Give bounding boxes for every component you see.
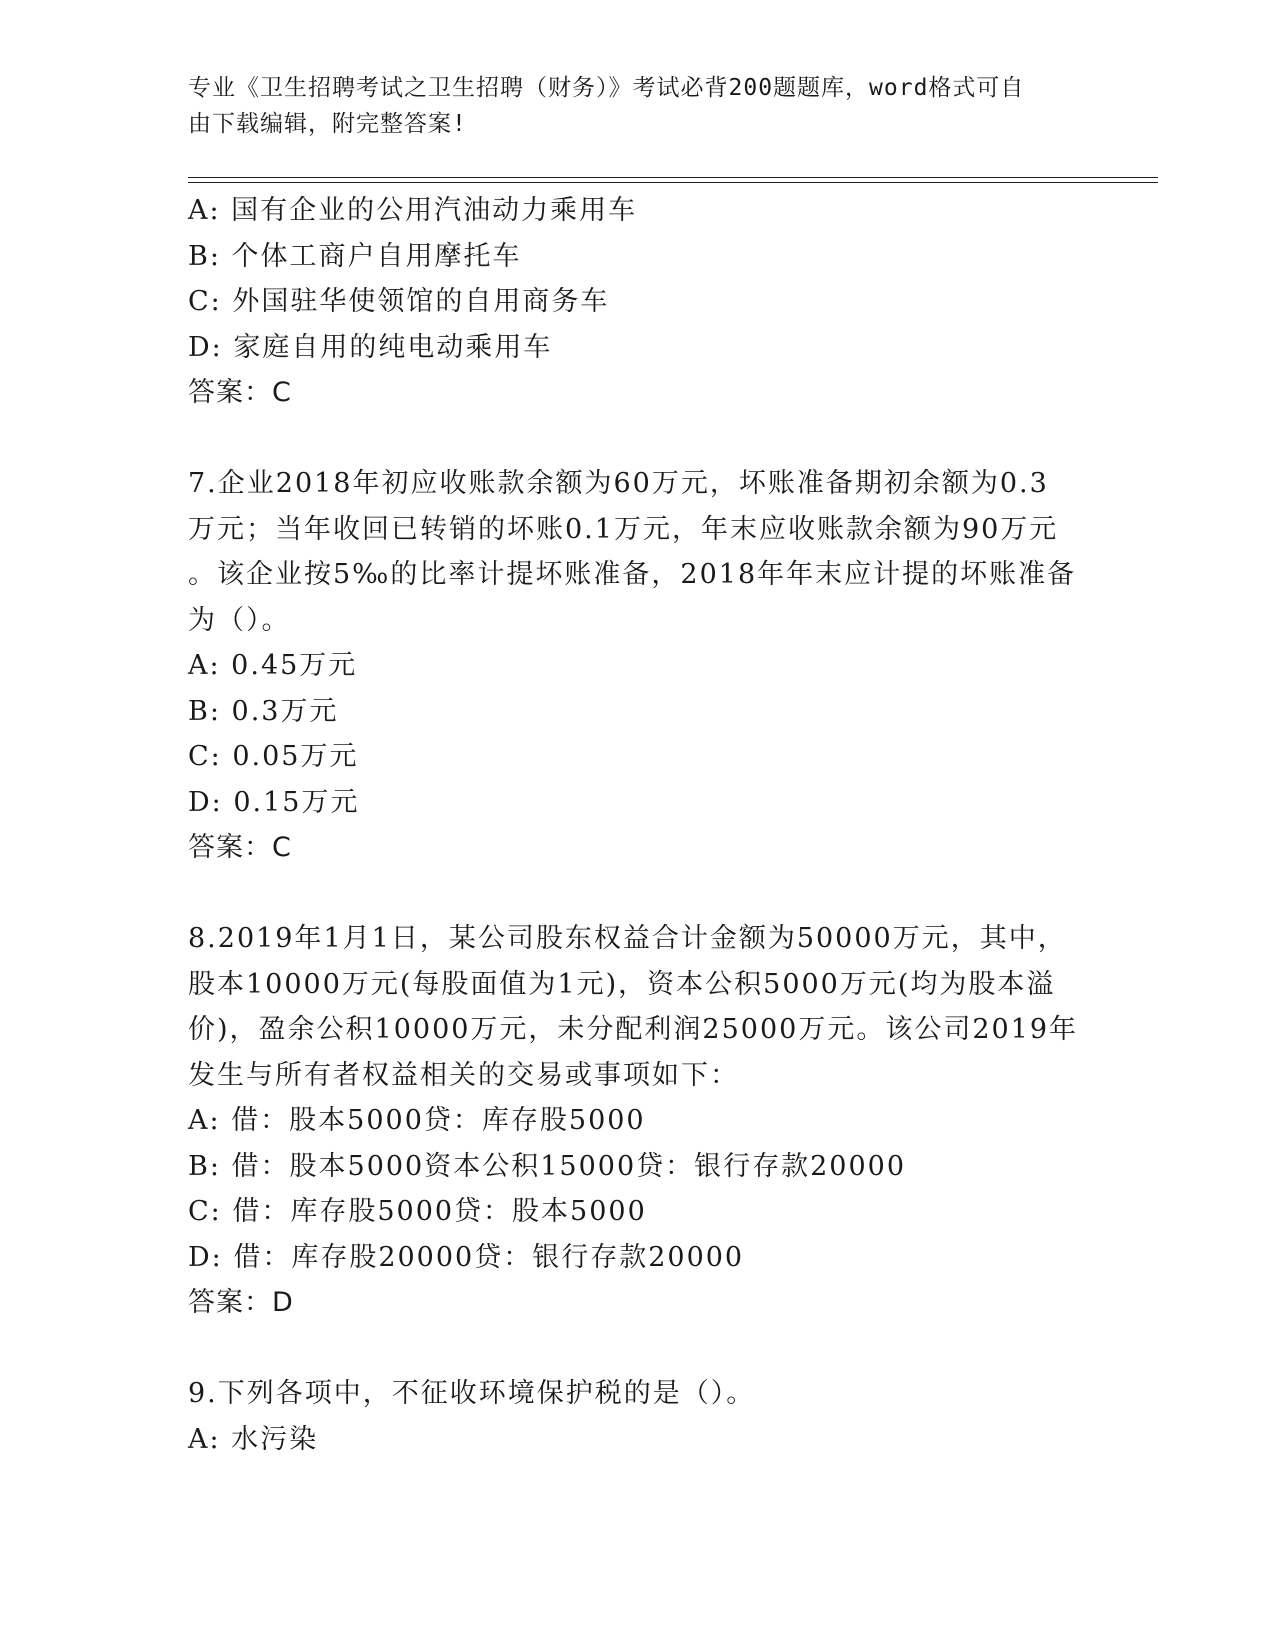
question-6	[188, 188, 1088, 416]
option-a: A: 国有企业的公用汽油动力乘用车	[188, 195, 638, 226]
question-stem-line: 7.企业2018年初应收账款余额为60万元，坏账准备期初余额为0.3	[188, 468, 1049, 499]
question-stem-line: 价)，盈余公积10000万元，未分配利润25000万元。该公司2019年	[188, 1014, 1079, 1045]
question-stem-line: 万元；当年收回已转销的坏账0.1万元，年末应收账款余额为90万元	[188, 513, 1059, 545]
spacer	[188, 1326, 1088, 1372]
question-stem-line: 。该企业按5‰的比率计提坏账准备，2018年年末应计提的坏账准备	[188, 559, 1077, 590]
answer: 答案：C	[188, 377, 292, 408]
question-9	[188, 1371, 1088, 1462]
question-7	[188, 461, 1088, 871]
document-header	[188, 70, 1068, 142]
answer: 答案：D	[188, 1287, 294, 1318]
option-a: A: 0.45万元	[188, 650, 358, 681]
question-stem-line: 8.2019年1月1日，某公司股东权益合计金额为50000万元，其中，	[188, 923, 1067, 954]
answer: 答案：C	[188, 832, 292, 863]
question-stem-line: 9.下列各项中，不征收环境保护税的是（）。	[188, 1378, 756, 1409]
spacer	[188, 416, 1088, 462]
option-d: D: 0.15万元	[188, 786, 360, 818]
header-line-1: 专业《卫生招聘考试之卫生招聘（财务）》考试必背200题题库，word格式可自	[188, 75, 1025, 101]
option-b: B: 0.3万元	[188, 695, 339, 727]
option-b: B: 个体工商户自用摩托车	[188, 240, 522, 272]
option-b: B: 借：股本5000资本公积15000贷：银行存款20000	[188, 1150, 907, 1182]
question-list	[188, 188, 1088, 1462]
question-stem-line: 股本10000万元(每股面值为1元)，资本公积5000万元(均为股本溢	[188, 968, 1056, 1000]
option-d: D: 家庭自用的纯电动乘用车	[188, 331, 553, 363]
header-divider-top	[188, 177, 1158, 178]
question-8	[188, 916, 1088, 1326]
option-c: C: 借：库存股5000贷：股本5000	[188, 1196, 647, 1227]
header-divider-bottom	[188, 182, 1158, 183]
option-c: C: 外国驻华使领馆的自用商务车	[188, 286, 610, 317]
option-c: C: 0.05万元	[188, 741, 359, 772]
option-a: A: 水污染	[188, 1423, 319, 1455]
header-line-2: 由下载编辑，附完整答案!	[188, 111, 467, 137]
question-stem-line: 为（）。	[188, 604, 291, 636]
option-a: A: 借：股本5000贷：库存股5000	[188, 1105, 646, 1136]
spacer	[188, 871, 1088, 917]
option-d: D: 借：库存股20000贷：银行存款20000	[188, 1241, 745, 1273]
question-stem-line: 发生与所有者权益相关的交易或事项如下：	[188, 1059, 739, 1091]
